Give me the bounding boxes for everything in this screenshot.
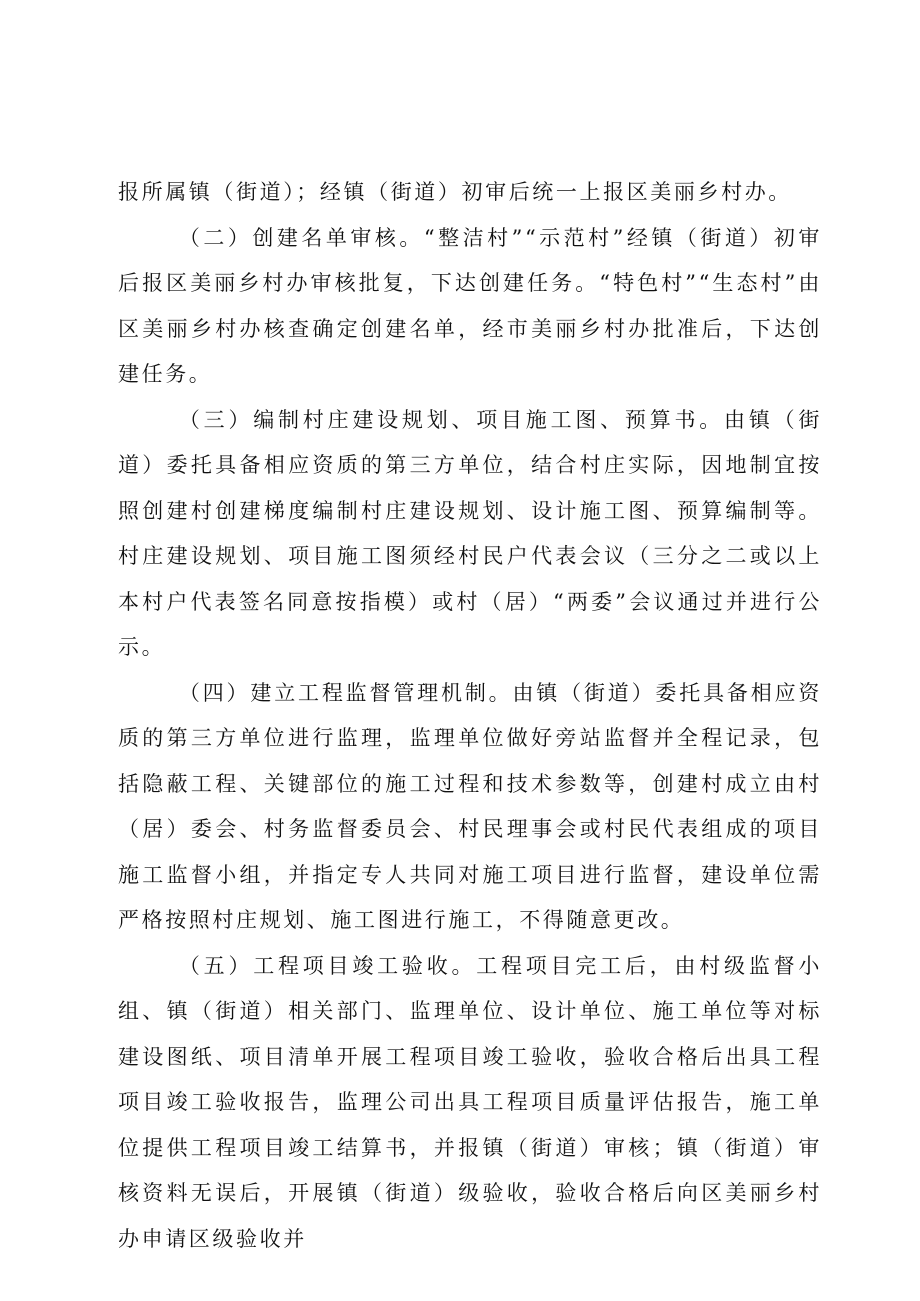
paragraph-continuation: 报所属镇（街道）；经镇（街道）初审后统一上报区美丽乡村办。 xyxy=(118,180,792,204)
paragraph-acceptance: （五）工程项目竣工验收。工程项目完工后，由村级监督小组、镇（街道）相关部门、监理单位、设计单位、施工单位等对标建设图纸、项目清单开展工程项目竣工验收，验收合格后出具工程项目竣工验收报告，监理公司出具工程项目质量评估报告，施工单位提供工程项目竣工结算书，并报镇（街道）审核；镇（街道）审核资料无误后，开展镇（街道）级验收，验收合格后向区美丽乡村办申请区级验收并 xyxy=(118,953,822,1251)
paragraph-supervision: （四）建立工程监督管理机制。由镇（街道）委托具备相应资质的第三方单位进行监理，监理单位做好旁站监督并全程记录，包括隐蔽工程、关键部位的施工过程和技术参数等，创建村成立由村（居）委会、村务监督委员会、村民理事会或村民代表组成的项目施工监督小组，并指定专人共同对施工项目进行监督，建设单位需严格按照村庄规划、施工图进行施工，不得随意更改。 xyxy=(118,680,822,932)
paragraph-planning: （三）编制村庄建设规划、项目施工图、预算书。由镇（街道）委托具备相应资质的第三方单位，结合村庄实际，因地制宜按照创建村创建梯度编制村庄建设规划、设计施工图、预算编制等。村庄建设规划、项目施工图须经村民户代表会议（三分之二或以上本村户代表签名同意按指模）或村（居）“两委”会议通过并进行公示。 xyxy=(118,407,822,659)
document-body xyxy=(118,170,822,1262)
paragraph-list-review: （二）创建名单审核。“整洁村”“示范村”经镇（街道）初审后报区美丽乡村办审核批复，下达创建任务。“特色村”“生态村”由区美丽乡村办核查确定创建名单，经市美丽乡村办批准后，下达创建任务。 xyxy=(118,225,822,386)
